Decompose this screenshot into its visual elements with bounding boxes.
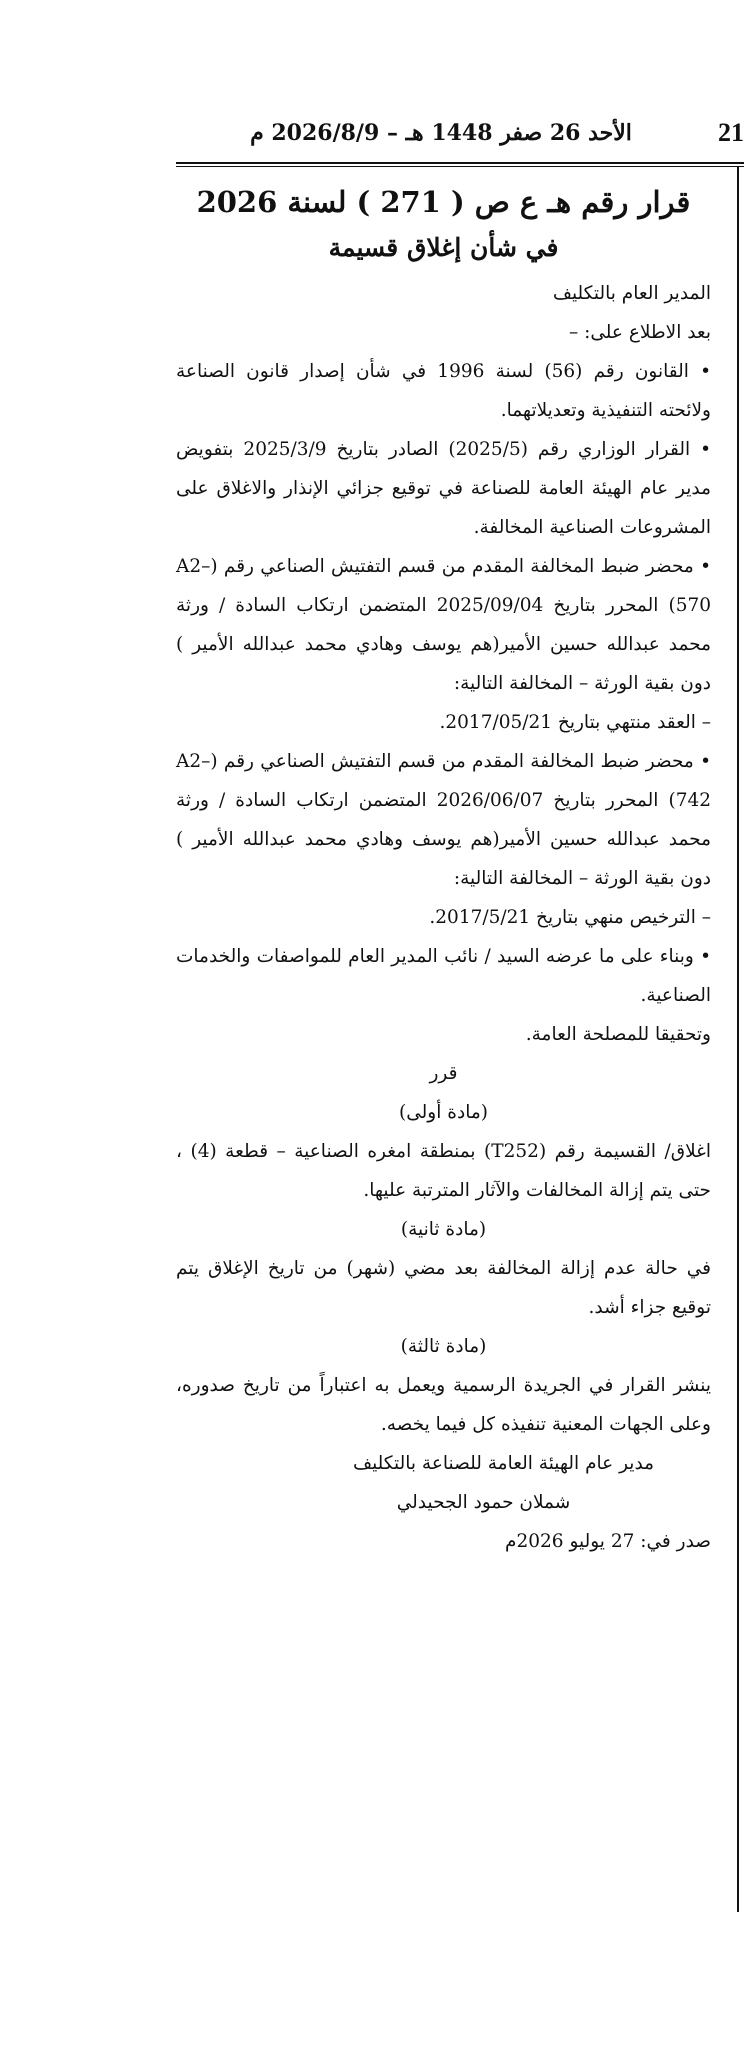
article-3-heading: (مادة ثالثة) [400, 1336, 487, 1357]
page-number: 21 [718, 118, 744, 147]
paragraph-violation-report-2: • محضر ضبط المخالفة المقدم من قسم التفتيش الصناعي رقم (A2–742) المحرر بتاريخ 2026/06/07 المتضمن ارتكاب السادة / ورثة محمد عبدالله حسين الأمير(هم يوسف وهادي محمد عبدالله الأمير ) دون بقية الورثة – المخالفة التالية: [176, 751, 711, 889]
decision-subtitle: في شأن إغلاق قسيمة [328, 233, 559, 262]
paragraph-ministerial-decision: • القرار الوزاري رقم (2025/5) الصادر بتاريخ 2025/3/9 بتفويض مدير عام الهيئة العامة للصناعة في توقيع جزائي الإنذار والاغلاق على المشروعات الصناعية المخالفة. [176, 439, 711, 538]
paragraph-violation-2: – الترخيص منهي بتاريخ 2017/5/21. [429, 907, 711, 928]
issuer: المدير العام بالتكليف [552, 283, 711, 304]
paragraph-based-on: • وبناء على ما عرضه السيد / نائب المدير العام للمواصفات والخدمات الصناعية. [176, 946, 711, 1006]
article-2-heading: (مادة ثانية) [400, 1219, 487, 1240]
column-divider [737, 166, 739, 1912]
issued-date: صدر في: 27 يوليو 2026م [505, 1531, 711, 1552]
decision-body [176, 178, 711, 1561]
signature-name: شملان حمود الجحيدلي [396, 1492, 571, 1513]
header-rule [176, 162, 744, 164]
header-date: الأحد 26 صفر 1448 هـ – 2026/8/9 م [250, 120, 632, 146]
paragraph-violation-1: – العقد منتهي بتاريخ 2017/05/21. [439, 712, 711, 733]
signature-title: مدير عام الهيئة العامة للصناعة بالتكليف [352, 1453, 655, 1474]
decided-heading: قرر [429, 1063, 458, 1084]
decision-title: قرار رقم هـ ع ص ( 271 ) لسنة 2026 [196, 185, 691, 219]
article-1-heading: (مادة أولى) [399, 1102, 488, 1123]
header-rule-thin [176, 166, 744, 167]
paragraph-law: • القانون رقم (56) لسنة 1996 في شأن إصدار قانون الصناعة ولائحته التنفيذية وتعديلاتهما. [176, 361, 711, 421]
article-2-text: في حالة عدم إزالة المخالفة بعد مضي (شهر) من تاريخ الإغلاق يتم توقيع جزاء أشد. [176, 1258, 711, 1318]
paragraph-public-interest: وتحقيقا للمصلحة العامة. [525, 1024, 711, 1045]
preamble: بعد الاطلاع على: – [569, 322, 711, 343]
paragraph-violation-report-1: • محضر ضبط المخالفة المقدم من قسم التفتيش الصناعي رقم (A2–570) المحرر بتاريخ 2025/09/04 المتضمن ارتكاب السادة / ورثة محمد عبدالله حسين الأمير(هم يوسف وهادي محمد عبدالله الأمير ) دون بقية الورثة – المخالفة التالية: [176, 556, 711, 694]
article-3-text: ينشر القرار في الجريدة الرسمية ويعمل به اعتباراً من تاريخ صدوره، وعلى الجهات المعنية تنفيذه كل فيما يخصه. [176, 1375, 711, 1435]
article-1-text: اغلاق/ القسيمة رقم (T252) بمنطقة امغره الصناعية – قطعة (4) ، حتى يتم إزالة المخالفات والآثار المترتبة عليها. [176, 1141, 711, 1201]
